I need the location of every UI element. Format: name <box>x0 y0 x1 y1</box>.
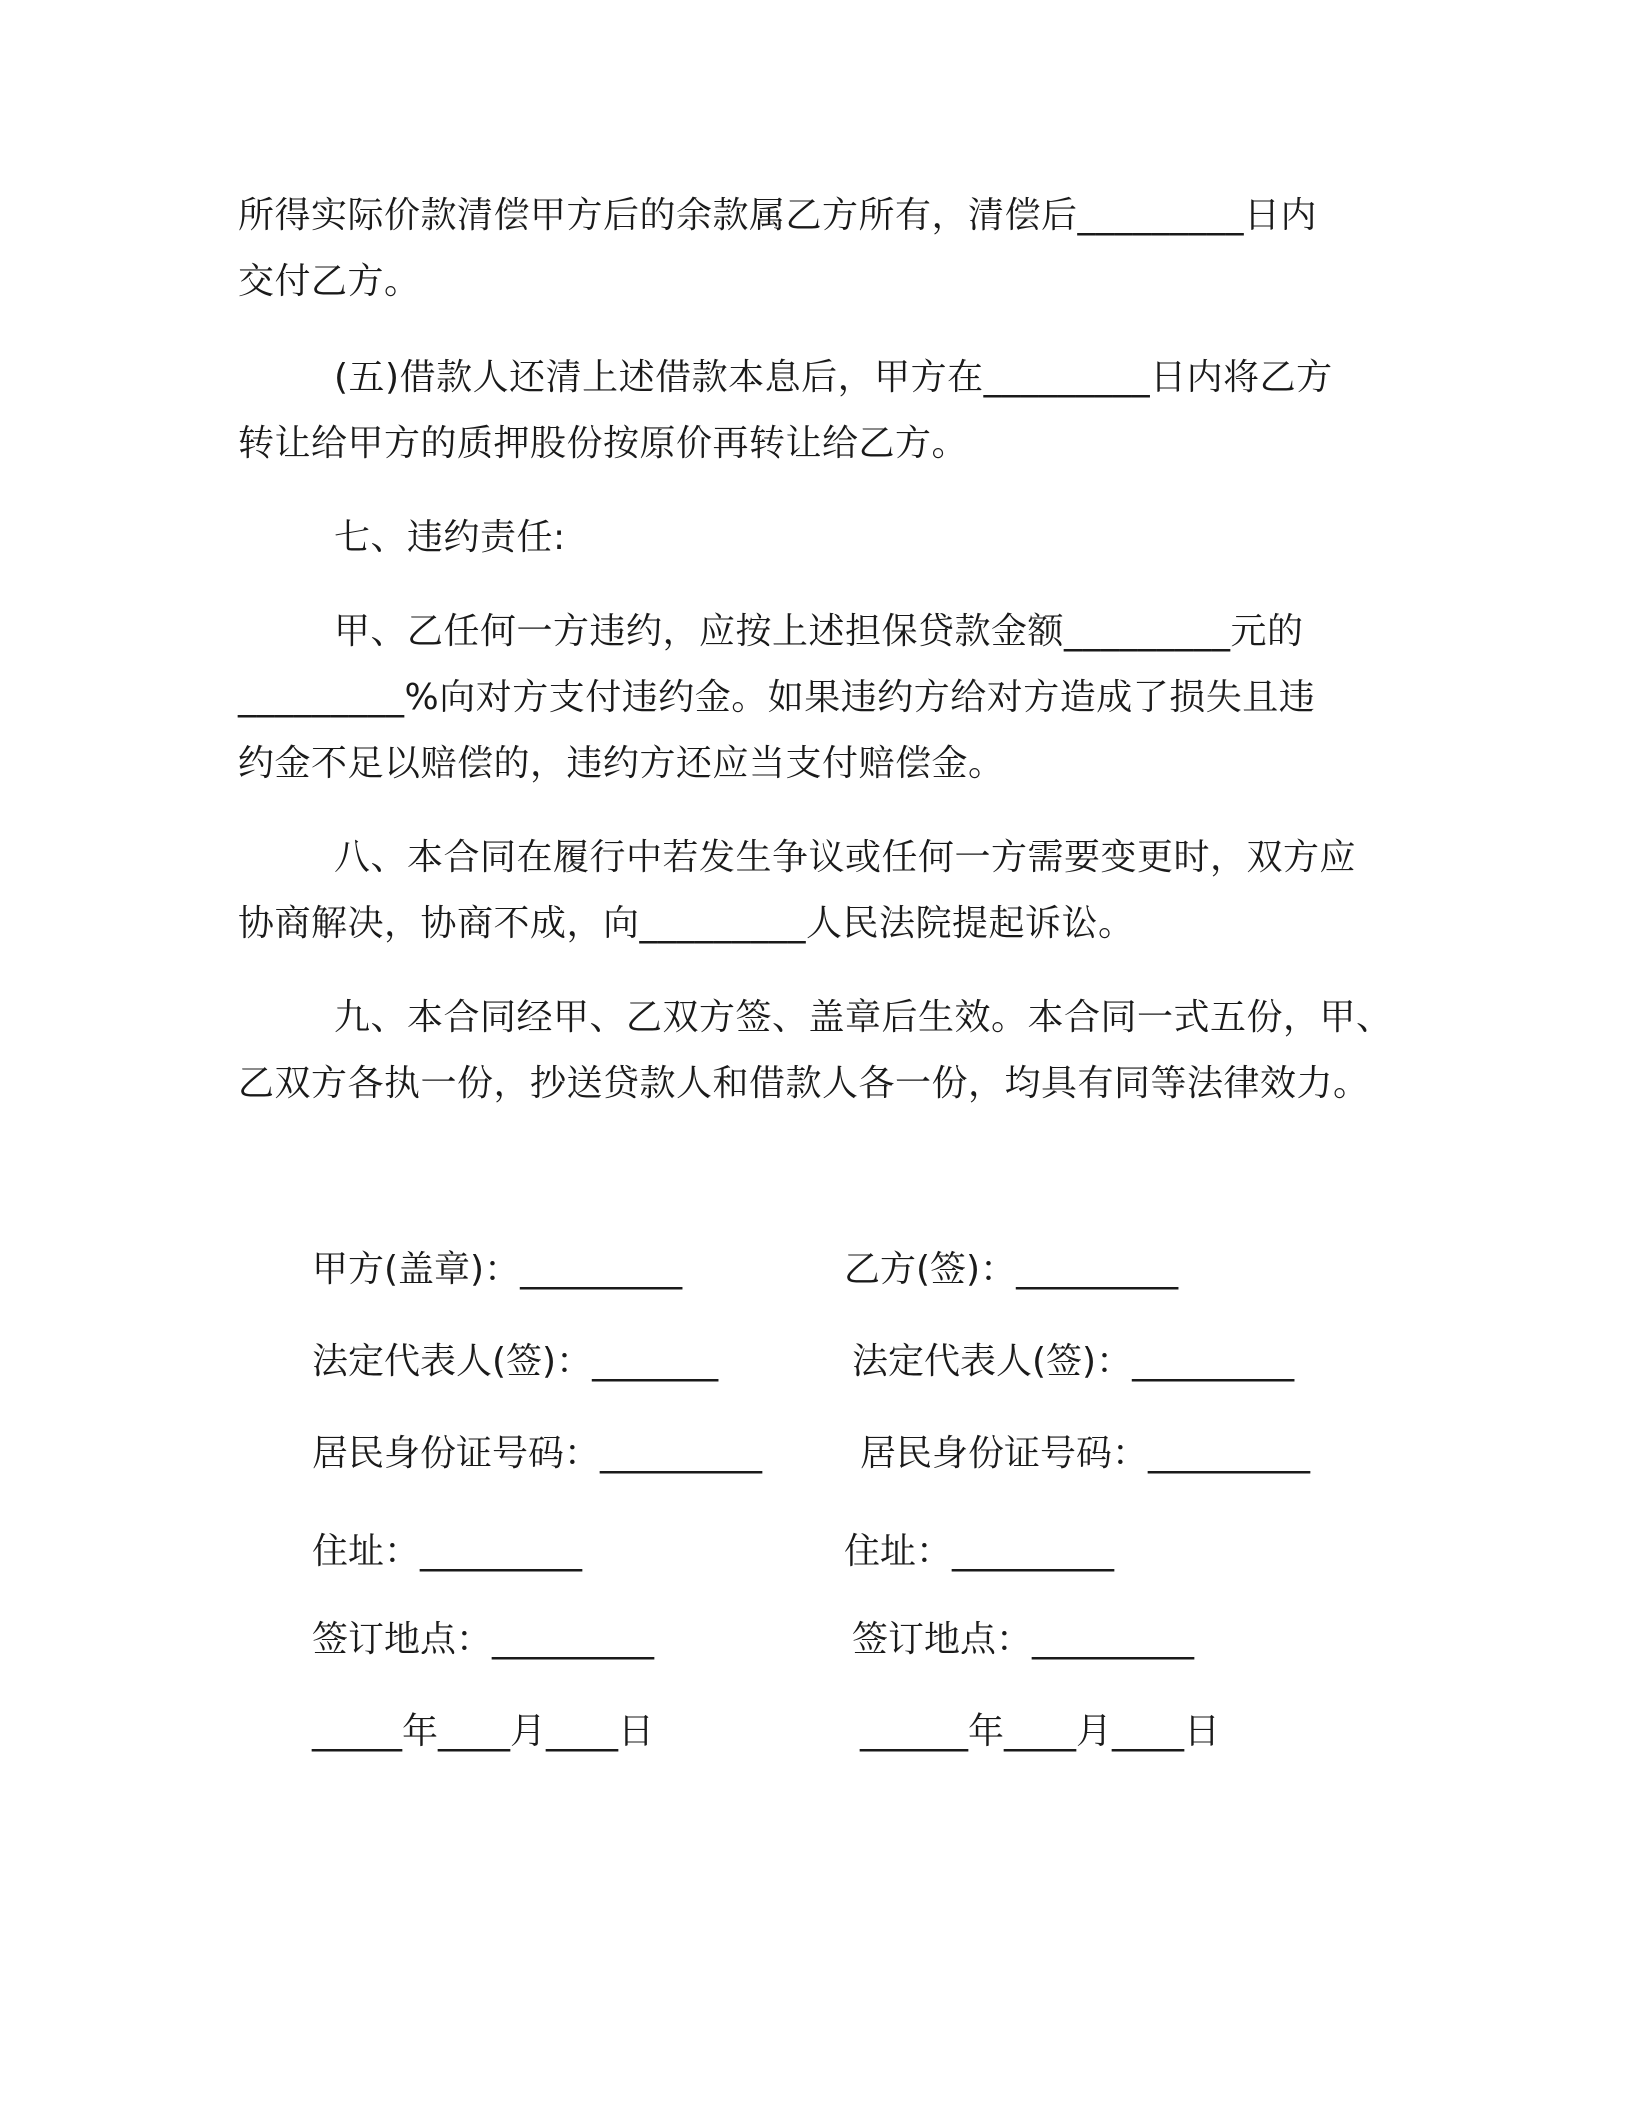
paragraph-line: _________%向对方支付违约金。如果违约方给对方造成了损失且违 <box>238 677 1316 718</box>
paragraph-line: 转让给甲方的质押股份按原价再转让给乙方。 <box>238 423 969 464</box>
paragraph-line: 所得实际价款清偿甲方后的余款属乙方所有，清偿后_________日内 <box>238 195 1318 236</box>
paragraph-line: 约金不足以赔偿的，违约方还应当支付赔偿金。 <box>238 743 1005 784</box>
section-heading: 七、违约责任: <box>334 517 566 558</box>
paragraph-line: 八、本合同在履行中若发生争议或任何一方需要变更时，双方应 <box>334 837 1357 878</box>
left-representative-signature: 法定代表人(签)：_______ <box>312 1341 719 1382</box>
left-signing-place: 签订地点：_________ <box>312 1619 655 1660</box>
paragraph-line: 乙双方各执一份，抄送贷款人和借款人各一份，均具有同等法律效力。 <box>238 1063 1370 1104</box>
left-party-signature: 甲方(盖章)：_________ <box>312 1249 683 1290</box>
left-signing-date: _____年____月____日 <box>312 1711 654 1752</box>
left-id-number: 居民身份证号码：_________ <box>312 1433 763 1474</box>
right-address: 住址：_________ <box>844 1531 1115 1572</box>
right-signing-place: 签订地点：_________ <box>852 1619 1195 1660</box>
right-representative-signature: 法定代表人(签)：_________ <box>852 1341 1295 1382</box>
right-signing-date: ______年____月____日 <box>860 1711 1220 1752</box>
left-address: 住址：_________ <box>312 1531 583 1572</box>
right-party-signature: 乙方(签)：_________ <box>844 1249 1179 1290</box>
paragraph-line: 九、本合同经甲、乙双方签、盖章后生效。本合同一式五份，甲、 <box>334 997 1393 1038</box>
right-id-number: 居民身份证号码：_________ <box>860 1433 1311 1474</box>
paragraph-line: 甲、乙任何一方违约，应按上述担保贷款金额_________元的 <box>334 611 1304 652</box>
paragraph-line: (五)借款人还清上述借款本息后，甲方在_________日内将乙方 <box>334 357 1333 398</box>
paragraph-line: 协商解决，协商不成，向_________人民法院提起诉讼。 <box>238 903 1135 944</box>
paragraph-line: 交付乙方。 <box>238 261 421 302</box>
